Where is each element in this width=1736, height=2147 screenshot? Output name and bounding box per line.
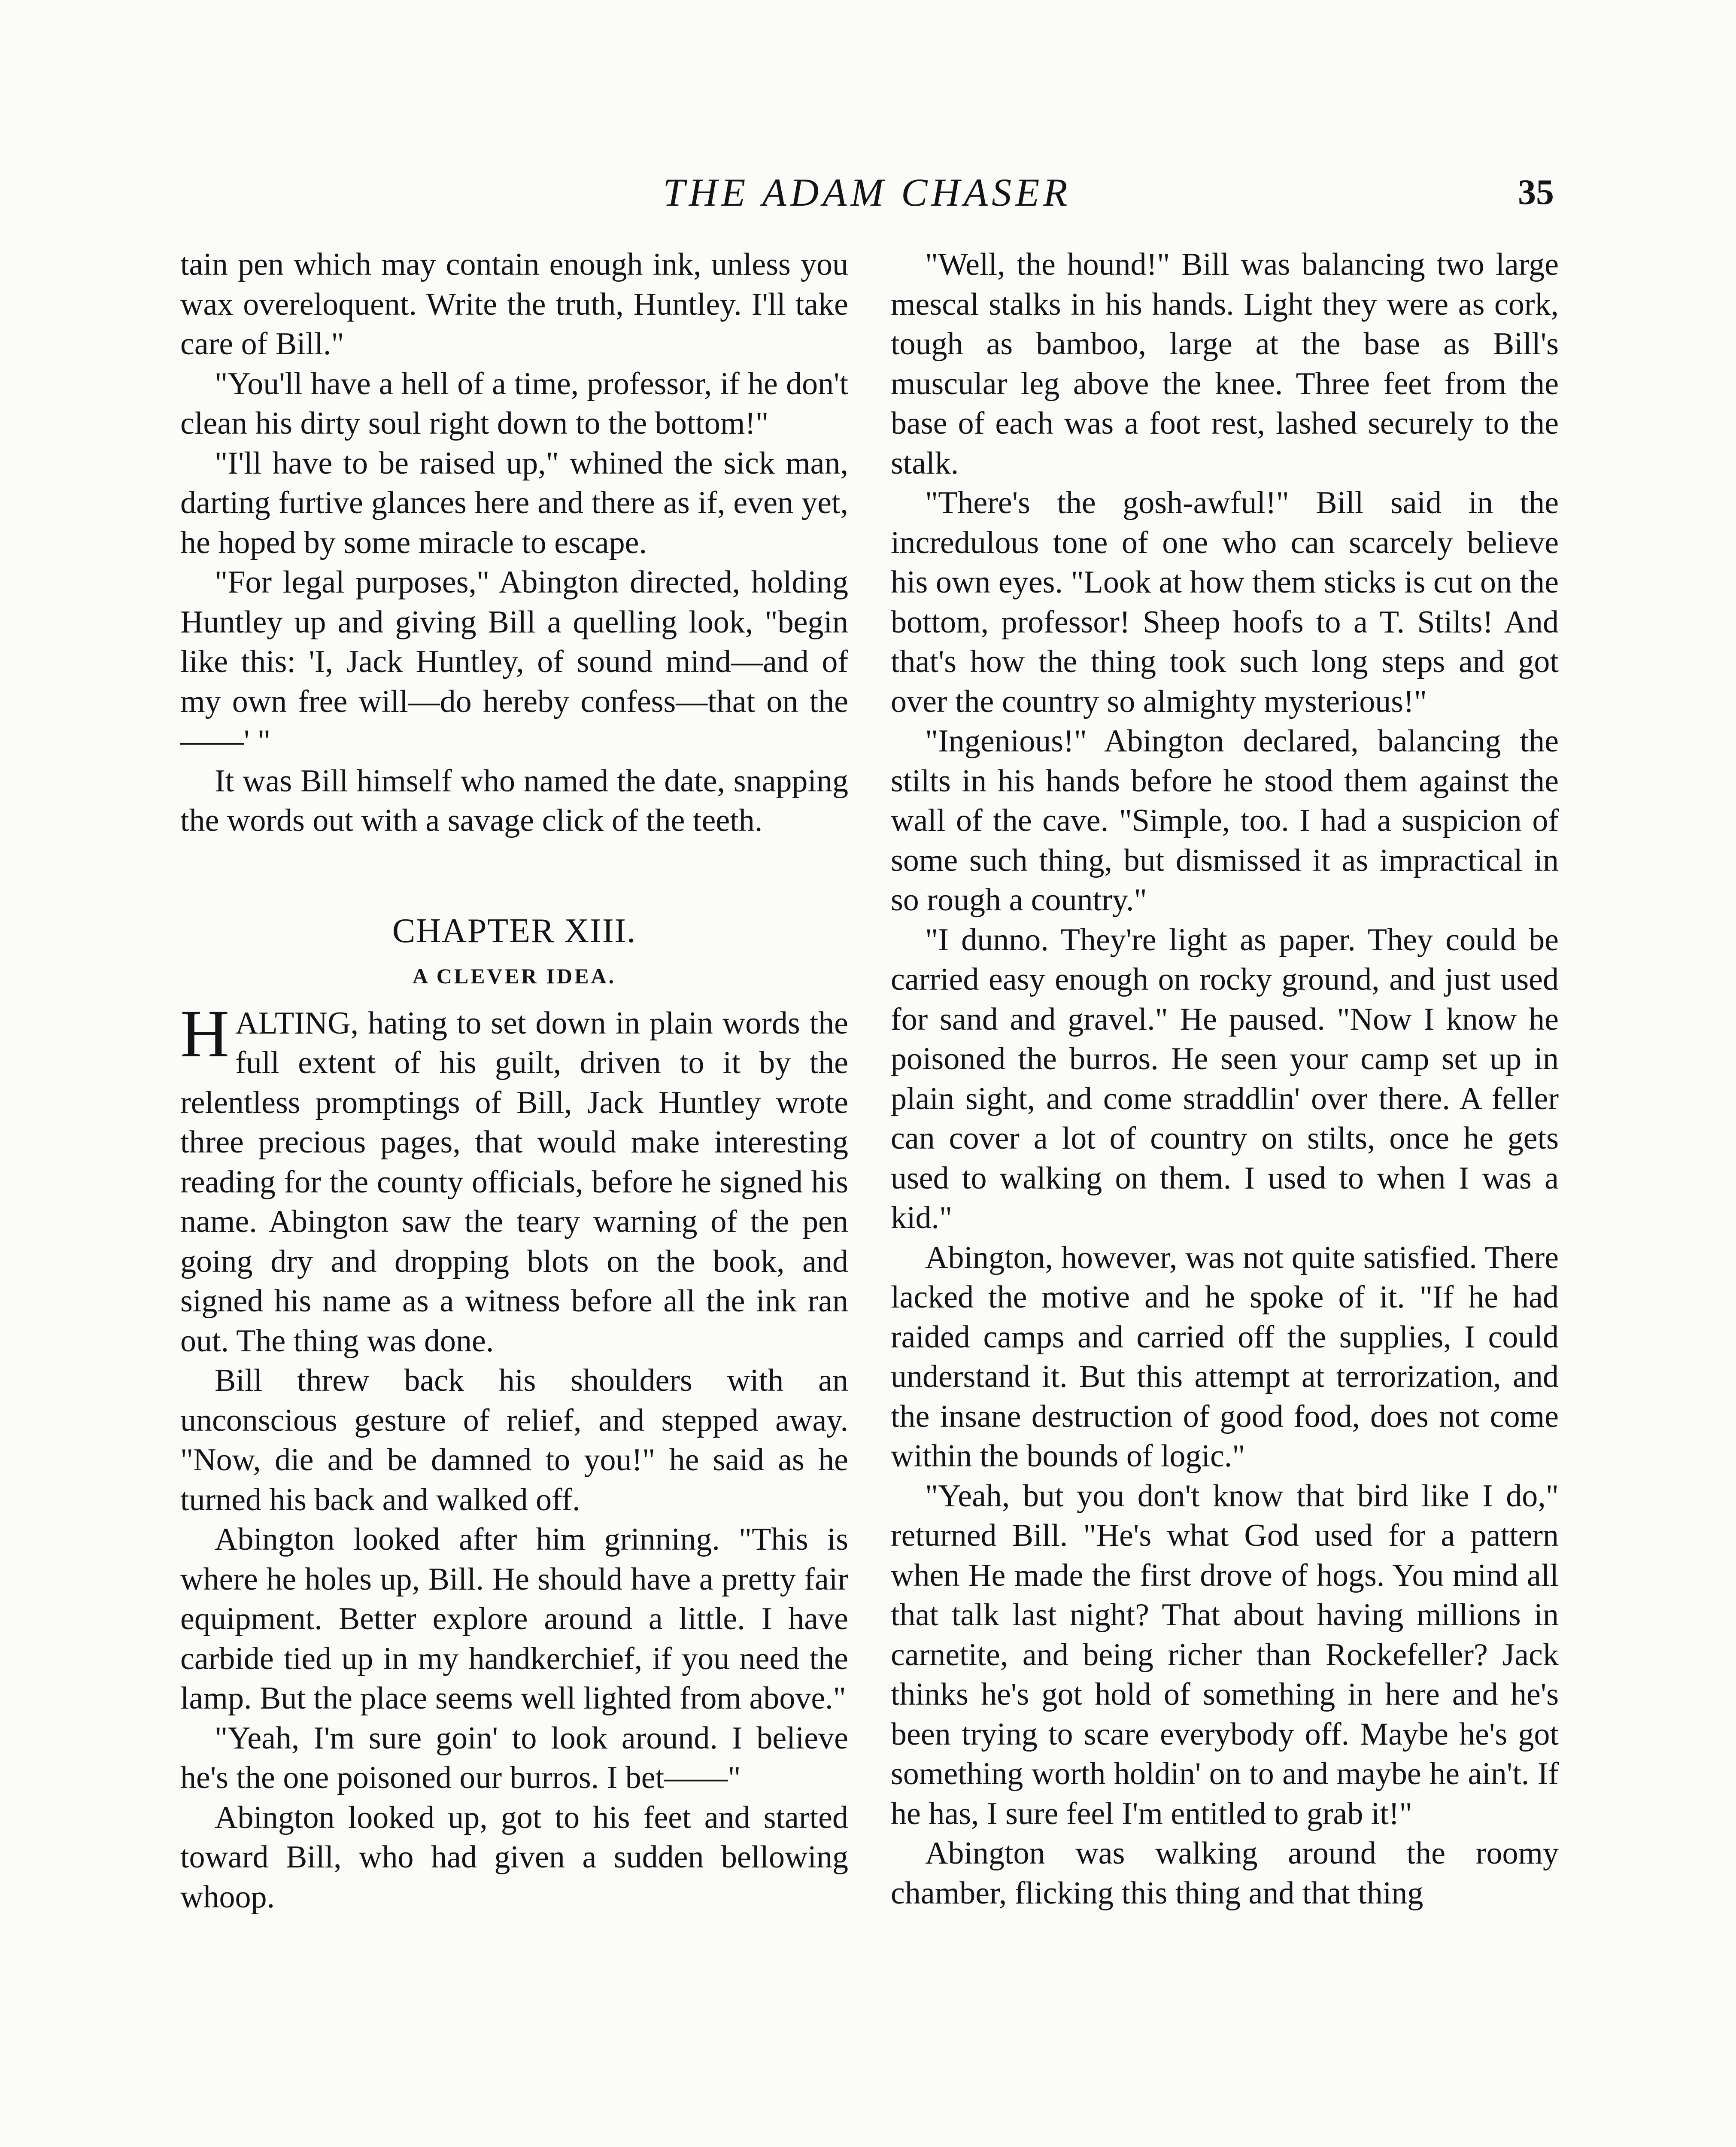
paragraph: "Well, the hound!" Bill was balancing two large mescal stalks in his hands. Light they were as cork, tough as bamboo, large at the base as Bill's muscular leg above the knee. Three feet from the base of each was a foot rest, lashed securely to the stalk.: [891, 247, 1559, 481]
paragraph: "Yeah, I'm sure goin' to look around. I believe he's the one poisoned our burros. I bet——": [180, 1720, 848, 1795]
running-title: THE ADAM CHASER: [663, 170, 1071, 214]
paragraph: Abington was walking around the roomy chamber, flicking this thing and that thing: [891, 1836, 1559, 1911]
left-column: [180, 245, 848, 1917]
paragraph: tain pen which may contain enough ink, unless you wax overeloquent. Write the truth, Huntley. I'll take care of Bill.": [180, 247, 848, 362]
paragraph: Abington looked after him grinning. "This is where he holes up, Bill. He should have a pretty fair equipment. Better explore around a little. I have carbide tied up in my handkerchief, if you need the lamp. But the place seems well lighted from above.": [180, 1522, 848, 1716]
chapter-title: CHAPTER XIII.: [392, 912, 637, 950]
paragraph: Bill threw back his shoulders with an unconscious gesture of relief, and stepped away. "Now, die and be damned to you!" he said as he turned his back and walked off.: [180, 1363, 848, 1517]
paragraph: "I'll have to be raised up," whined the sick man, darting furtive glances here and there as if, even yet, he hoped by some miracle to escape.: [180, 445, 848, 560]
chapter-subtitle: A CLEVER IDEA.: [412, 964, 616, 988]
paragraph: "Yeah, but you don't know that bird like I do," returned Bill. "He's what God used for a pattern when He made the first drove of hogs. You mind all that talk last night? That about having millions in carnetite, and being richer than Rockefeller? Jack thinks he's got hold of something in here and he's been trying to scare everybody off. Maybe he's got something worth holdin' on to and maybe he ain't. If he has, I sure feel I'm entitled to grab it!": [891, 1478, 1559, 1831]
paragraph: "For legal purposes," Abington directed, holding Huntley up and giving Bill a quelling look, "begin like this: 'I, Jack Huntley, of sound mind—and of my own free will—do hereby confess—that on the——' ": [180, 565, 848, 759]
paragraph: Abington, however, was not quite satisfied. There lacked the motive and he spoke of it. "If he had raided camps and carried off the supplies, I could understand it. But this attempt at terrorization, and the insane destruction of good food, does not come within the bounds of logic.": [891, 1240, 1559, 1474]
paragraph: "Ingenious!" Abington declared, balancing the stilts in his hands before he stood them against the wall of the cave. "Simple, too. I had a suspicion of some such thing, but dismissed it as impractical in so rough a country.": [891, 724, 1559, 918]
paragraph: "You'll have a hell of a time, professor, if he don't clean his dirty soul right down to the bottom!": [180, 366, 848, 441]
drop-cap: H: [180, 996, 230, 1071]
right-column: [891, 245, 1559, 1913]
chapter-opening-paragraph: [180, 996, 848, 1361]
paragraph: "I dunno. They're light as paper. They could be carried easy enough on rocky ground, and just used for sand and gravel." He paused. "Now I know he poisoned the burros. He seen your camp set up in plain sight, and come straddlin' over there. A feller can cover a lot of country on stilts, once he gets used to walking on them. I used to when I was a kid.": [891, 922, 1559, 1235]
page-number: 35: [1518, 172, 1554, 212]
paragraph: Abington looked up, got to his feet and started toward Bill, who had given a sudden bellowing whoop.: [180, 1800, 848, 1915]
paragraph: "There's the gosh-awful!" Bill said in the incredulous tone of one who can scarcely believe his own eyes. "Look at how them sticks is cut on the bottom, professor! Sheep hoofs to a T. Stilts! And that's how the thing took such long steps and got over the country so almighty mysterious!": [891, 485, 1559, 719]
page-header: [180, 167, 1554, 218]
paragraph-text: ALTING, hating to set down in plain words the full extent of his guilt, driven to it by the relentless promptings of Bill, Jack Huntley wrote three precious pages, that would make interesting reading for the county officials, before he signed his name. Abington saw the teary warning of the pen going dry and dropping blots on the book, and signed his name as a witness before all the ink ran out. The thing was done.: [180, 1005, 848, 1359]
paragraph: It was Bill himself who named the date, snapping the words out with a savage click of the teeth.: [180, 763, 848, 838]
